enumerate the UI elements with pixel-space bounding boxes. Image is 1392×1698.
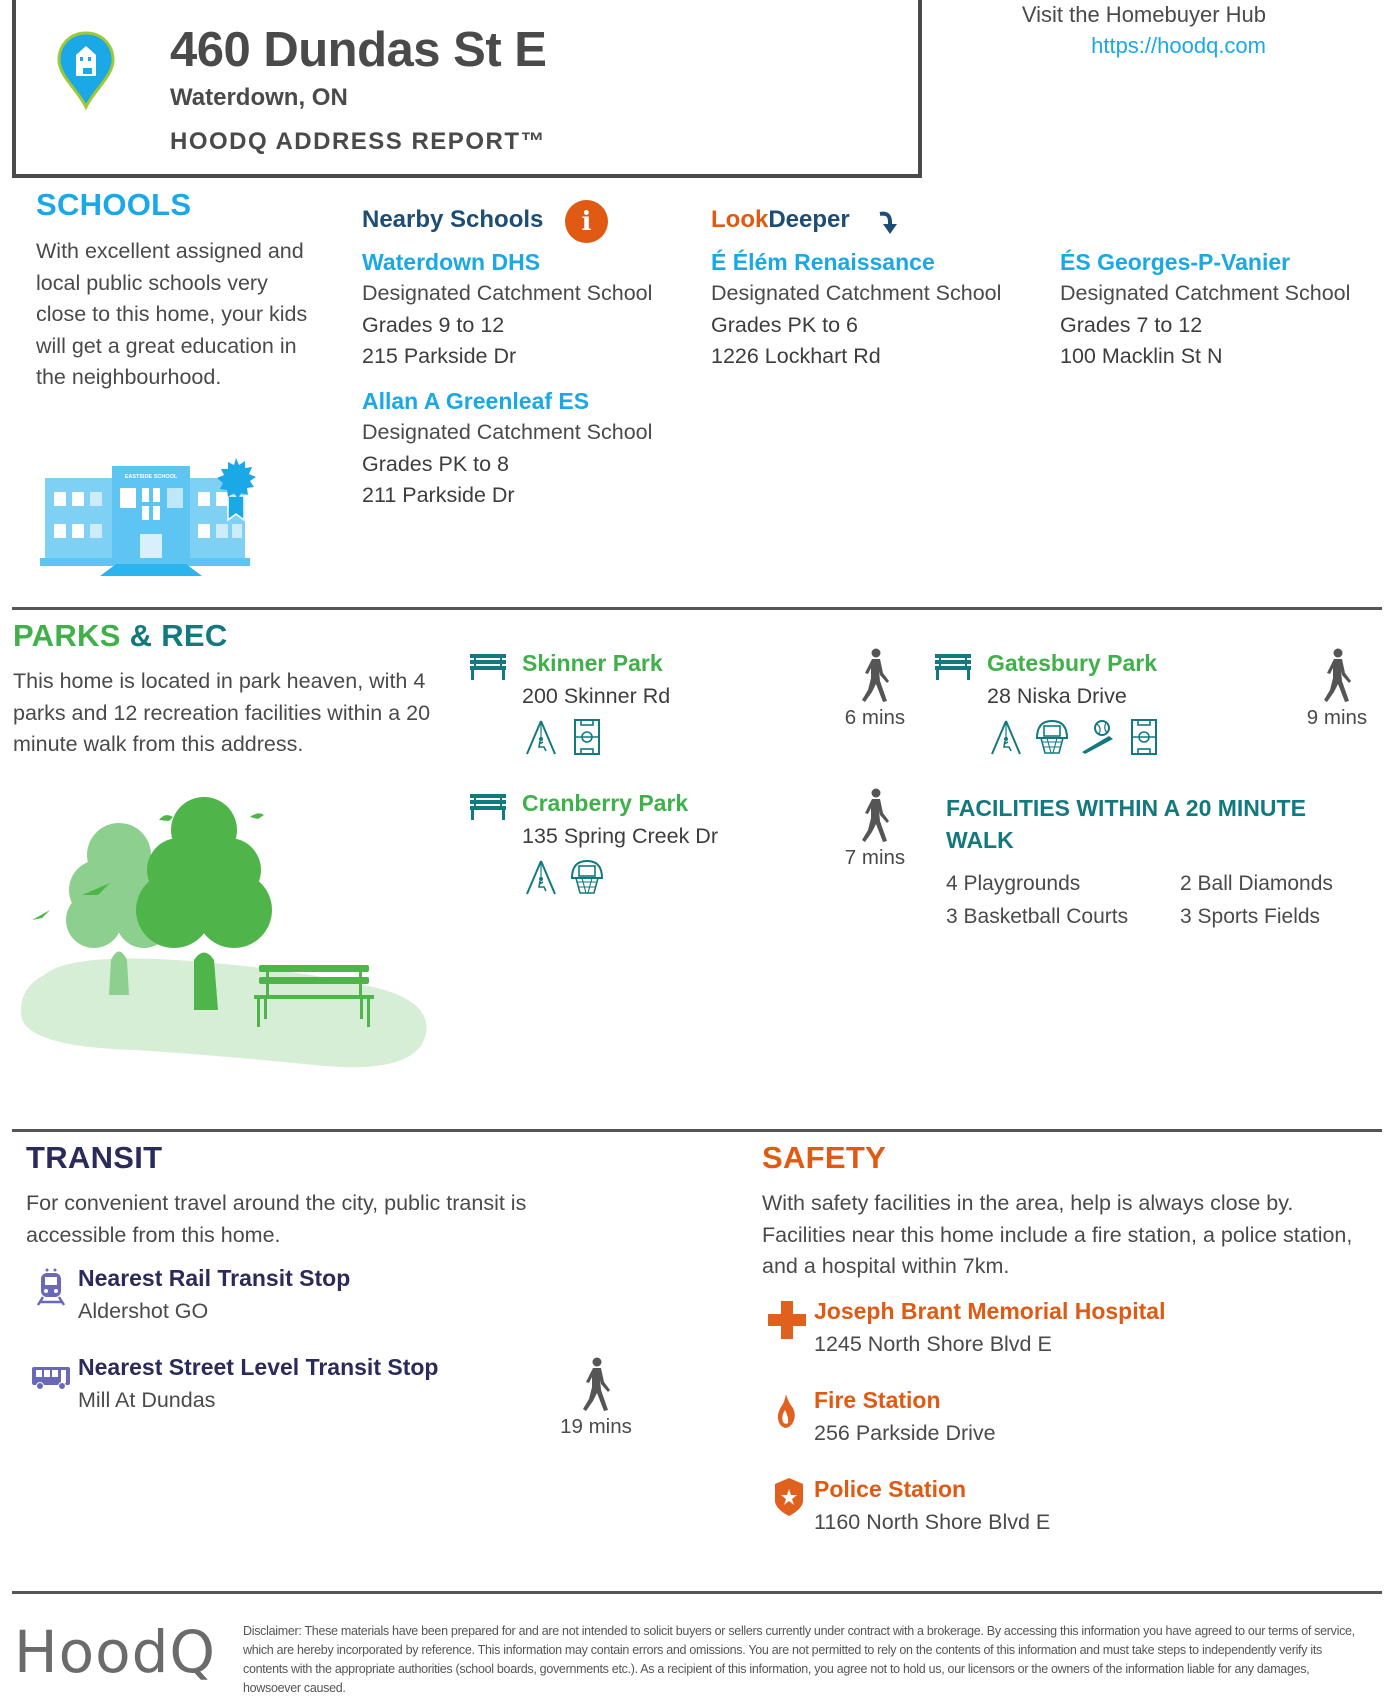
school-card [1060,246,1392,373]
park-address: 135 Spring Creek Dr [522,824,718,848]
walk-minutes: 7 mins [844,846,906,869]
school-address: 1226 Lockhart Rd [711,344,881,368]
walk-time [1292,648,1382,730]
park-card [935,650,1255,740]
lookdeeper-look: Look [711,206,769,233]
safety-facility-name[interactable]: Joseph Brant Memorial Hospital [814,1298,1166,1324]
transit-description: For convenient travel around the city, public transit is accessible from this home. [26,1191,527,1247]
baseball-icon [1079,718,1117,756]
school-name[interactable]: É Élém Renaissance [711,249,935,275]
schools-section-title: SCHOOLS [36,187,192,222]
rail-stop-label: Nearest Rail Transit Stop [78,1265,351,1291]
lookdeeper-deeper: Deeper [768,206,850,233]
park-name[interactable]: Cranberry Park [522,790,689,816]
walk-minutes: 19 mins [560,1415,632,1438]
property-city: Waterdown, ON [170,84,348,111]
fire-icon [775,1392,797,1430]
police-badge-icon [775,1478,803,1516]
school-address: 211 Parkside Dr [362,483,515,507]
schools-description: With excellent assigned and local public schools very close to this home, your kids will get a great education in the neighbourhood. [36,239,308,389]
walking-person-icon [578,1357,614,1413]
facilities-summary [946,868,1380,932]
school-name[interactable]: Allan A Greenleaf ES [362,388,590,414]
school-grades: Grades 9 to 12 [362,312,505,337]
park-facilities [987,718,1163,756]
parks-section-title [13,618,228,654]
school-name[interactable]: ÉS Georges-P-Vanier [1060,249,1291,275]
facility-count: 2 Ball Diamonds [1180,872,1333,895]
facilities-heading: FACILITIES WITHIN A 20 MINUTE WALK [946,795,1306,853]
transit-section-title: TRANSIT [26,1140,163,1175]
home-location-pin-icon [56,30,116,110]
park-facilities [522,718,606,756]
safety-facility-address: 1160 North Shore Blvd E [814,1510,1051,1534]
playground-icon [987,718,1025,756]
street-stop-name[interactable]: Mill At Dundas [78,1388,216,1412]
park-address: 28 Niska Drive [987,684,1127,708]
sports-field-icon [568,718,606,756]
facility-count: 3 Sports Fields [1180,905,1321,928]
section-divider [12,607,1382,610]
street-stop-label: Nearest Street Level Transit Stop [78,1354,439,1380]
walking-person-icon [857,648,893,704]
basketball-icon [1033,718,1071,756]
school-card [362,246,702,373]
park-card [470,790,790,880]
rail-stop [78,1265,350,1324]
hoodq-logo: HoodQ [14,1618,217,1686]
safety-facility [814,1476,1050,1535]
school-type: Designated Catchment School [1060,281,1351,305]
safety-facility-name[interactable]: Police Station [814,1476,967,1502]
school-type: Designated Catchment School [362,281,653,305]
school-address: 100 Macklin St N [1060,344,1223,368]
park-bench-icon [470,654,506,680]
walk-time [551,1357,641,1439]
school-type: Designated Catchment School [711,281,1002,305]
school-card [711,246,1051,373]
school-type: Designated Catchment School [362,420,653,444]
park-address: 200 Skinner Rd [522,684,671,708]
safety-facility [814,1298,1165,1357]
school-name[interactable]: Waterdown DHS [362,249,541,275]
park-facilities [522,858,606,896]
sports-field-icon [1125,718,1163,756]
school-card [362,385,702,512]
park-name[interactable]: Gatesbury Park [987,650,1158,676]
school-grades: Grades PK to 6 [711,312,858,337]
school-sign-text: EASTSIDE SCHOOL [124,474,178,480]
safety-facility-name[interactable]: Fire Station [814,1387,941,1413]
park-name[interactable]: Skinner Park [522,650,663,676]
walking-person-icon [1319,648,1355,704]
rail-stop-name[interactable]: Aldershot GO [78,1299,209,1323]
walk-time [830,648,920,730]
info-icon[interactable]: i [565,200,608,243]
property-address: 460 Dundas St E [170,23,547,77]
park-bench-icon [935,654,971,680]
safety-facility-address: 1245 North Shore Blvd E [814,1332,1052,1356]
parks-title-part1: PARKS [13,618,121,653]
playground-icon [522,718,560,756]
school-grades: Grades 7 to 12 [1060,312,1203,337]
street-stop [78,1354,438,1413]
basketball-icon [568,858,606,896]
safety-description: With safety facilities in the area, help is always close by. Facilities near this home include a fire station, a police station, and a hospital within 7km. [762,1191,1353,1278]
homebuyer-hub-link[interactable]: https://hoodq.com [1091,33,1266,58]
section-divider [12,1129,1382,1132]
playground-icon [522,858,560,896]
parks-description: This home is located in park heaven, with 4 parks and 12 recreation facilities within a 20 minute walk from this address. [13,669,431,756]
park-illustration [14,785,444,1075]
homebuyer-hub-text: Visit the Homebuyer Hub [1021,2,1266,27]
park-bench-icon [470,794,506,820]
section-divider [12,1591,1382,1594]
safety-facility [814,1387,996,1446]
curved-arrow-down-icon [876,208,900,236]
walk-minutes: 6 mins [844,706,906,729]
safety-section-title: SAFETY [762,1140,887,1175]
facility-count: 4 Playgrounds [946,872,1081,895]
report-label: HOODQ ADDRESS REPORT™ [170,128,546,155]
safety-facility-address: 256 Parkside Drive [814,1421,996,1445]
disclaimer-text: Disclaimer: These materials have been prepared for and are not intended to solicit buyers or sellers currently under contract with a brokerage. By accessing this information you have agreed to our terms of service, which are hereby incorporated by reference. This information may contain errors and omissions. You are not permitted to rely on the contents of this information and must take steps to independently verify its contents with the appropriate authorities (school boards, governments etc.). As a recipient of this information, you agree not to hold us, our licensors or the owners of the information liable for any damages, howsoever caused. [243,1624,1355,1695]
walk-minutes: 9 mins [1306,706,1368,729]
school-building-illustration [40,458,280,578]
walking-person-icon [857,788,893,844]
school-grades: Grades PK to 8 [362,451,509,476]
nearby-schools-heading: Nearby Schools [362,206,544,233]
lookdeeper-link[interactable] [711,206,850,234]
train-icon [36,1268,66,1306]
parks-title-part2: & REC [129,618,228,653]
facility-count: 3 Basketball Courts [946,905,1129,928]
hospital-cross-icon [768,1301,806,1339]
school-address: 215 Parkside Dr [362,344,517,368]
walk-time [830,788,920,870]
bus-icon [32,1365,70,1391]
park-card [470,650,790,740]
